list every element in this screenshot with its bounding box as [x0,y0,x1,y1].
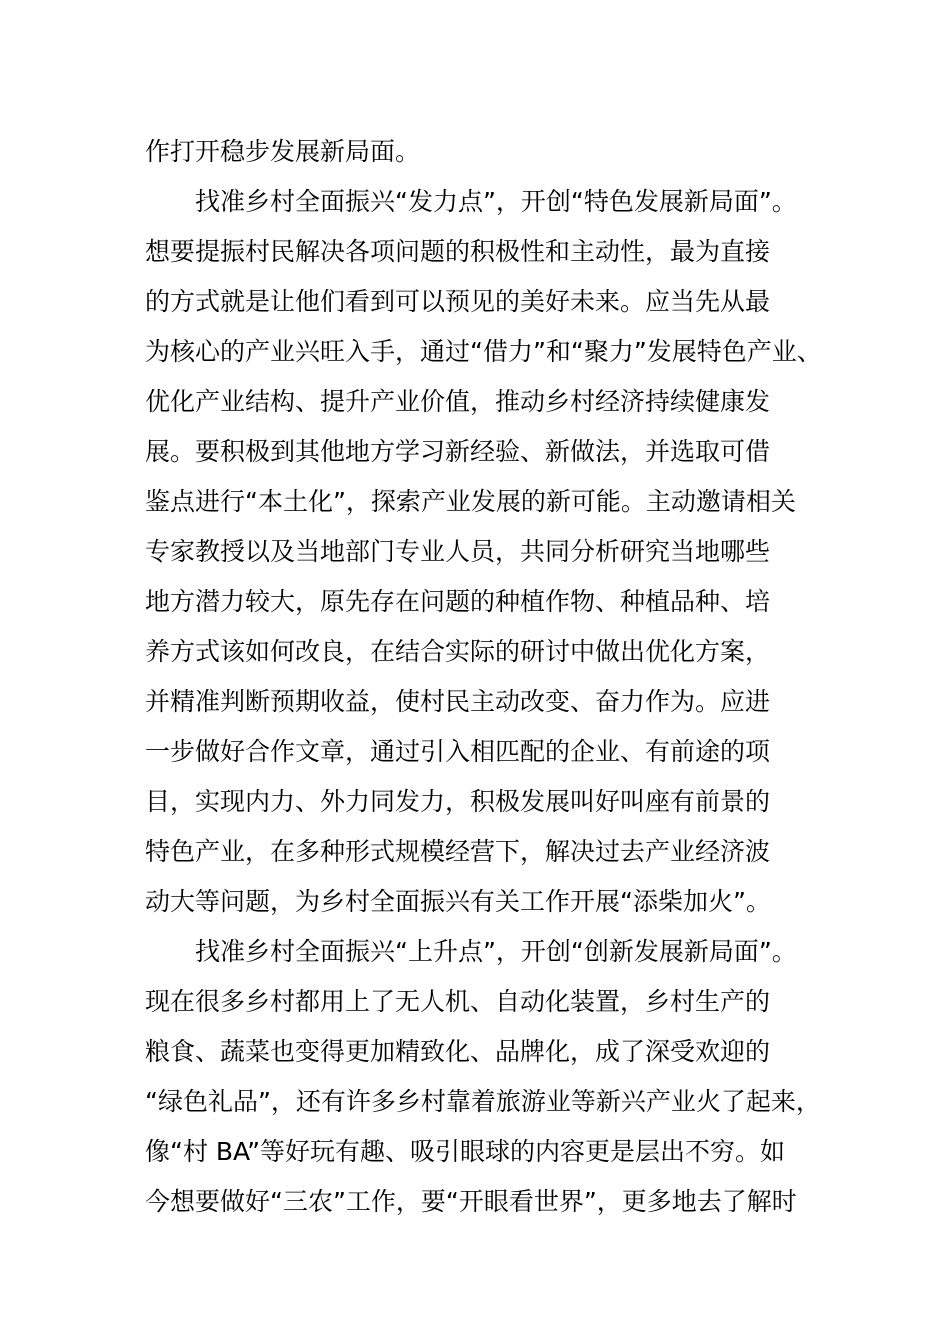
text-line: 展。要积极到其他地方学习新经验、新做法，并选取可借 [145,437,771,466]
text-line-continuation: 作打开稳步发展新局面。 [145,137,421,166]
text-line: 动大等问题，为乡村全面振兴有关工作开展“添柴加火”。 [145,887,771,916]
text-line: 粮食、蔬菜也变得更加精致化、品牌化，成了深受欢迎的 [145,1037,771,1066]
text-line: 专家教授以及当地部门专业人员，共同分析研究当地哪些 [145,537,771,566]
paragraph-heading-line: 找准乡村全面振兴“发力点”，开创“特色发展新局面”。 [195,187,797,216]
paragraph-heading-line: 找准乡村全面振兴“上升点”，开创“创新发展新局面”。 [195,937,797,966]
text-line: 优化产业结构、提升产业价值，推动乡村经济持续健康发 [145,387,771,416]
text-line: 为核心的产业兴旺入手，通过“借力”和“聚力”发展特色产业、 [145,337,822,366]
text-line: 一步做好合作文章，通过引入相匹配的企业、有前途的项 [145,737,771,766]
text-line: 地方潜力较大，原先存在问题的种植作物、种植品种、培 [145,587,771,616]
text-line: “绿色礼品”，还有许多乡村靠着旅游业等新兴产业火了起来， [145,1087,821,1116]
text-line: 像“村 BA”等好玩有趣、吸引眼球的内容更是层出不穷。如 [145,1137,786,1166]
text-line: 鉴点进行“本土化”，探索产业发展的新可能。主动邀请相关 [145,487,796,516]
text-line: 特色产业，在多种形式规模经营下，解决过去产业经济波 [145,837,771,866]
text-line: 养方式该如何改良，在结合实际的研讨中做出优化方案， [145,637,771,666]
text-line: 现在很多乡村都用上了无人机、自动化装置，乡村生产的 [145,987,771,1016]
text-line: 的方式就是让他们看到可以预见的美好未来。应当先从最 [145,287,771,316]
text-line: 想要提振村民解决各项问题的积极性和主动性，最为直接 [145,237,771,266]
text-line: 今想要做好“三农”工作，要“开眼看世界”，更多地去了解时 [145,1187,797,1216]
document-body [145,127,845,1227]
text-line: 并精准判断预期收益，使村民主动改变、奋力作为。应进 [145,687,771,716]
text-line: 目，实现内力、外力同发力，积极发展叫好叫座有前景的 [145,787,771,816]
